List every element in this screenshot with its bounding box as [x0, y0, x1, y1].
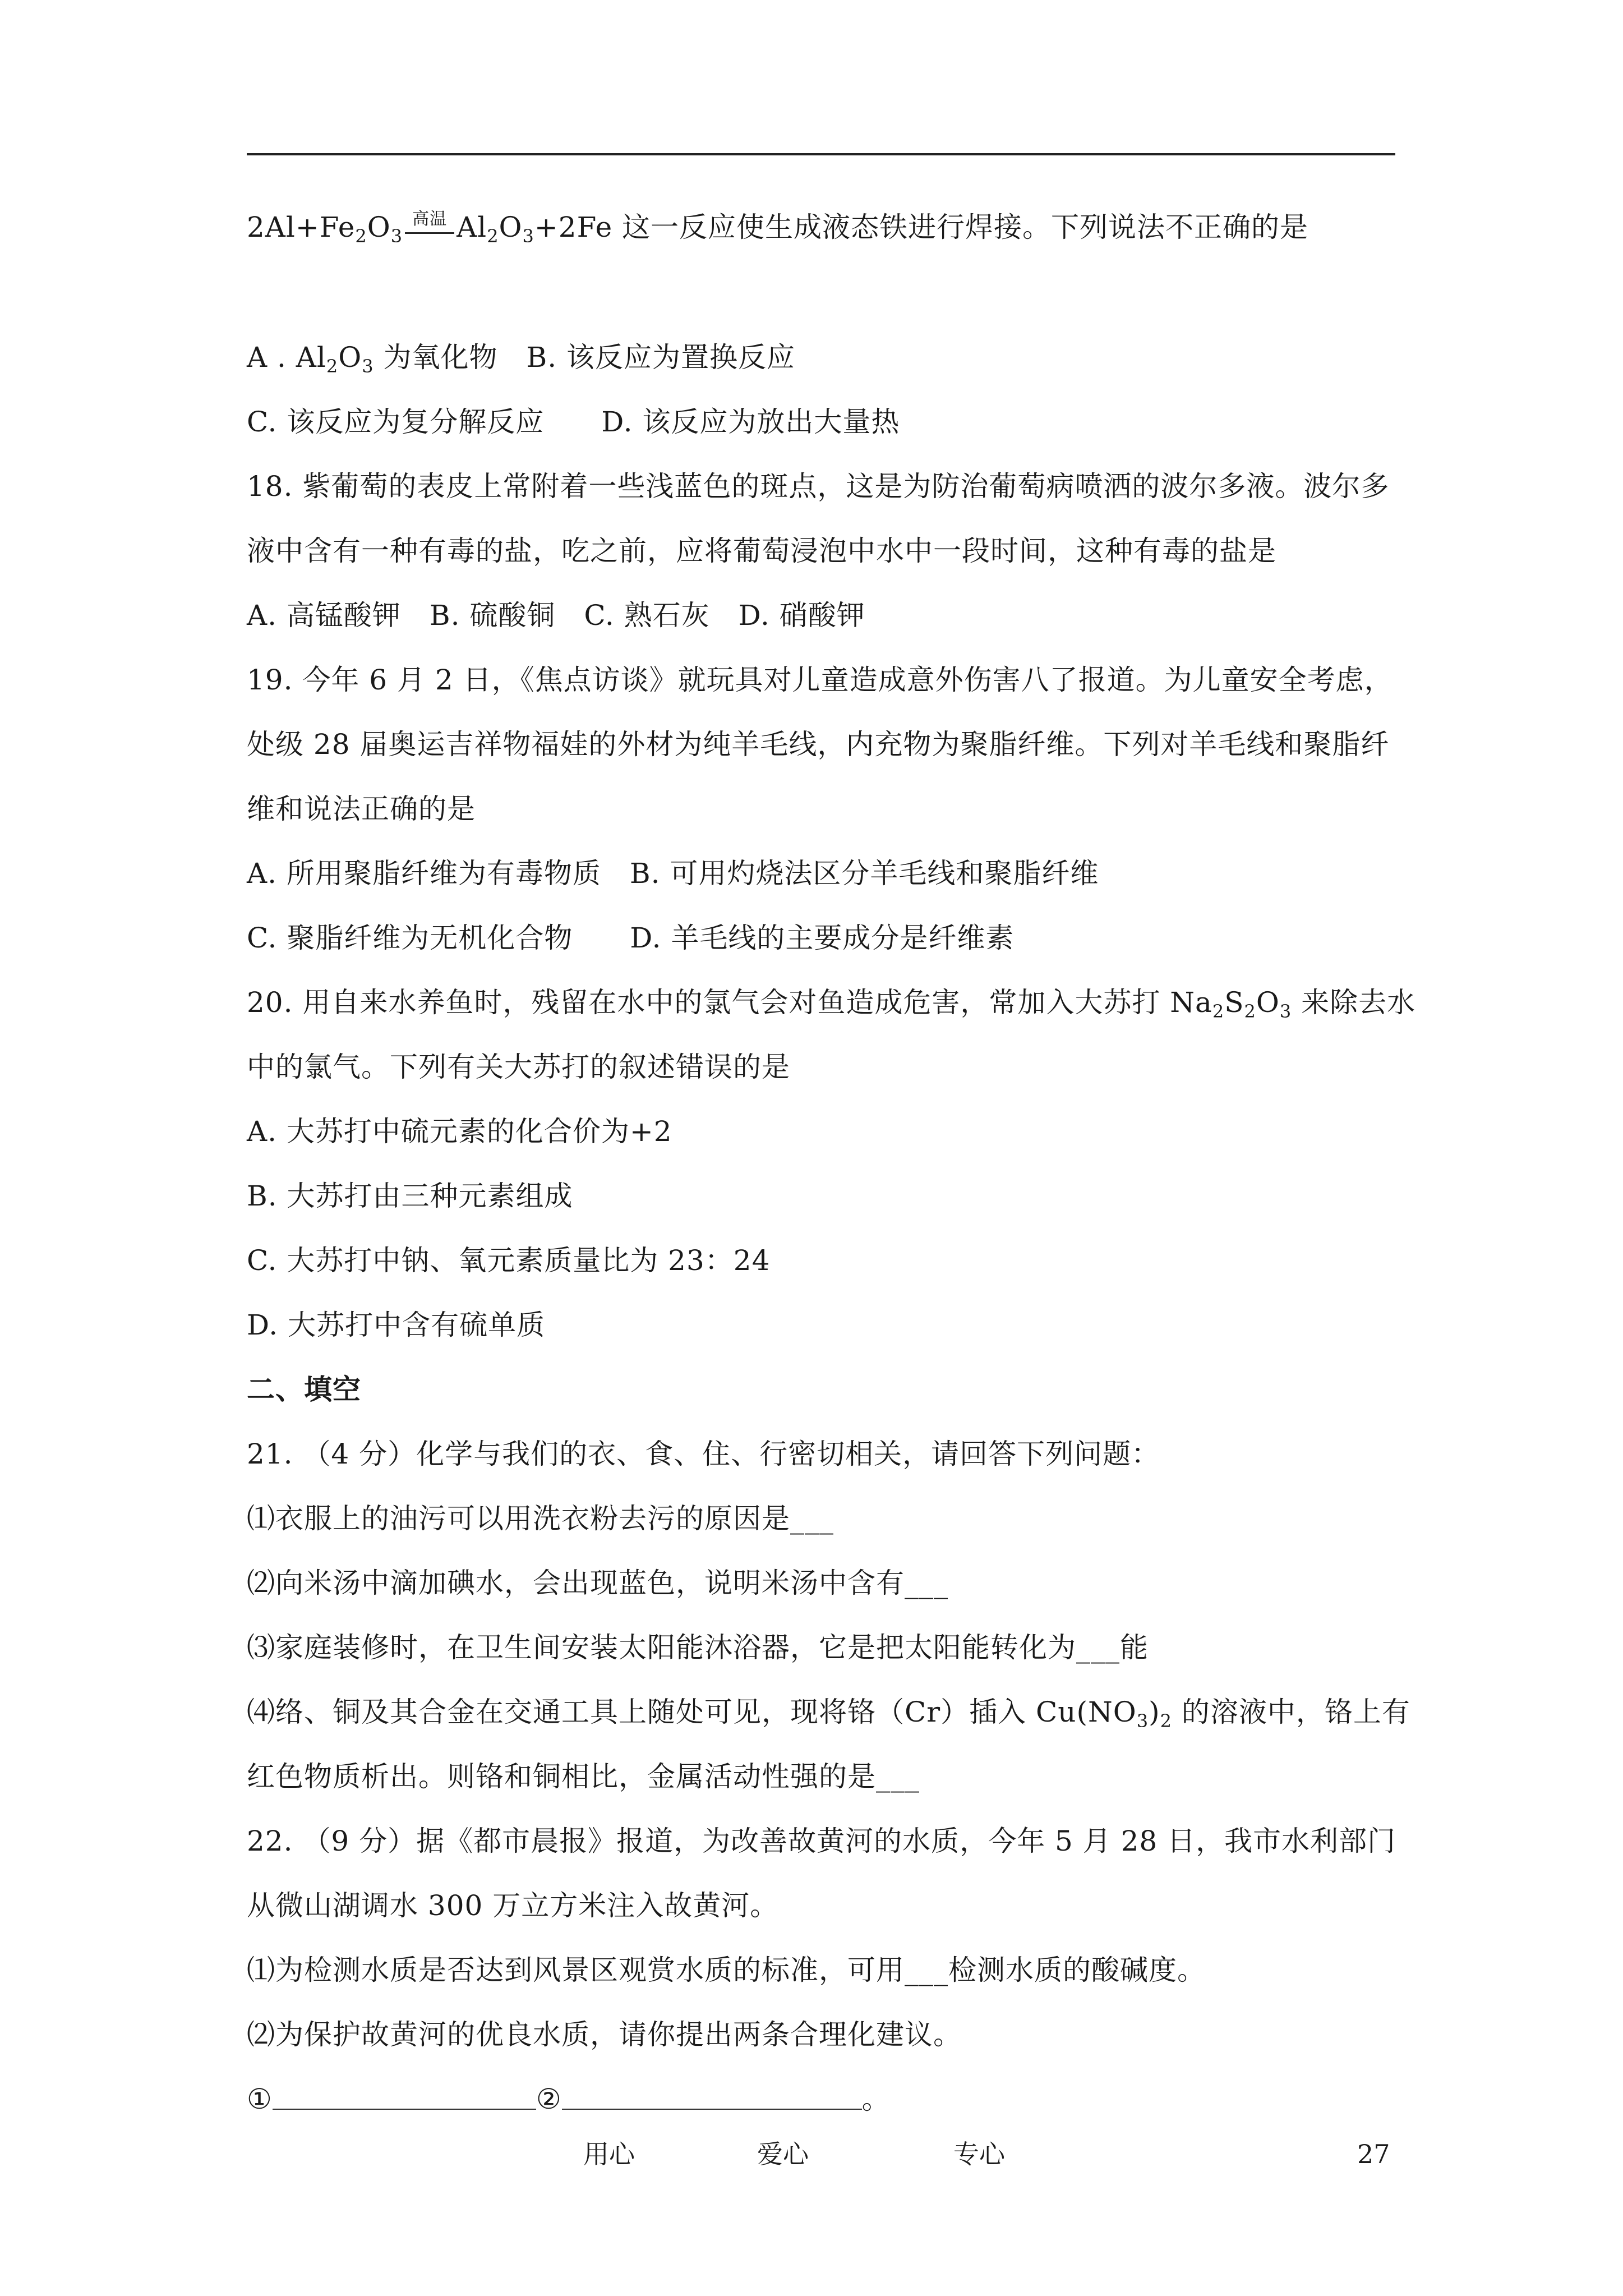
footer-text-2: 爱心 — [757, 2139, 809, 2169]
q17-options-cd: C. 该反应为复分解反应 D. 该反应为放出大量热 — [247, 406, 900, 438]
q19-line-3: 维和说法正确的是 — [247, 793, 476, 825]
text: 2Al+Fe — [247, 211, 356, 243]
q21-part-1: ⑴衣服上的油污可以用洗衣粉去污的原因是___ — [247, 1502, 834, 1535]
subscript: 3 — [362, 356, 374, 377]
text: O — [499, 211, 523, 243]
text: 为氧化物 B. 该反应为置换反应 — [374, 341, 796, 374]
subscript: 2 — [1244, 1001, 1256, 1022]
answer-blank-1[interactable] — [273, 2079, 536, 2110]
q20-line-1 — [247, 983, 1415, 1022]
q21-line-1: 21. （4 分）化学与我们的衣、食、住、行密切相关，请回答下列问题： — [247, 1438, 1160, 1470]
q17-options-ab — [247, 338, 795, 377]
q20-option-a: A. 大苏打中硫元素的化合价为+2 — [247, 1115, 672, 1148]
footer-text-1: 用心 — [583, 2139, 635, 2169]
q18-line-2: 液中含有一种有毒的盐，吃之前，应将葡萄浸泡中水中一段时间，这种有毒的盐是 — [247, 535, 1276, 567]
subscript: 3 — [522, 226, 534, 247]
q22-line-1: 22. （9 分）据《都市晨报》报道，为改善故黄河的水质，今年 5 月 28 日，我市水利部门 — [247, 1825, 1396, 1857]
q21-part-4 — [247, 1692, 1410, 1732]
reaction-bar — [405, 232, 454, 234]
q22-answer-blanks — [247, 2079, 891, 2119]
reaction-equation-line — [247, 208, 1308, 247]
header-rule — [247, 153, 1395, 155]
subscript: 3 — [1136, 1710, 1149, 1732]
q22-part-1: ⑴为检测水质是否达到风景区观赏水质的标准，可用___检测水质的酸碱度。 — [247, 1954, 1206, 1986]
text: 。 — [861, 2083, 891, 2115]
circled-two: ② — [536, 2083, 562, 2115]
subscript: 2 — [326, 356, 339, 377]
reaction-condition: 高温 — [412, 209, 448, 229]
text: O — [338, 341, 362, 374]
subscript: 2 — [1160, 1710, 1172, 1732]
section-heading: 二、填空 — [247, 1373, 361, 1406]
q21-part-4-line-2: 红色物质析出。则铬和铜相比，金属活动性强的是___ — [247, 1760, 920, 1793]
footer-text-3: 专心 — [953, 2139, 1005, 2169]
text: ⑷络、铜及其合金在交通工具上随处可见，现将铬（Cr）插入 Cu(NO — [247, 1696, 1137, 1728]
text: 20. 用自来水养鱼时，残留在水中的氯气会对鱼造成危害，常加入大苏打 Na — [247, 986, 1212, 1019]
q21-part-2: ⑵向米汤中滴加碘水，会出现蓝色，说明米汤中含有___ — [247, 1567, 948, 1599]
text: O — [367, 211, 391, 243]
q19-line-2: 处级 28 届奥运吉祥物福娃的外材为纯羊毛线，内充物为聚脂纤维。下列对羊毛线和聚脂纤 — [247, 728, 1390, 761]
q19-line-1: 19. 今年 6 月 2 日，《焦点访谈》就玩具对儿童造成意外伤害八了报道。为儿童安全考虑， — [247, 664, 1393, 696]
text: A . Al — [247, 341, 326, 374]
text: 的溶液中，铬上有 — [1172, 1696, 1410, 1728]
subscript: 3 — [1279, 1001, 1292, 1022]
q20-option-c: C. 大苏打中钠、氧元素质量比为 23：24 — [247, 1244, 771, 1277]
page-number: 27 — [1357, 2139, 1390, 2169]
text: Al — [457, 211, 487, 243]
text: O — [1256, 986, 1280, 1019]
text: ) — [1149, 1696, 1160, 1728]
q19-options-cd: C. 聚脂纤维为无机化合物 D. 羊毛线的主要成分是纤维素 — [247, 922, 1015, 954]
q22-line-2: 从微山湖调水 300 万立方米注入故黄河。 — [247, 1889, 779, 1922]
q20-option-b: B. 大苏打由三种元素组成 — [247, 1180, 573, 1212]
text: +2Fe 这一反应使生成液态铁进行焊接。下列说法不正确的是 — [534, 211, 1309, 243]
q21-part-3: ⑶家庭装修时，在卫生间安装太阳能沐浴器，它是把太阳能转化为___能 — [247, 1631, 1149, 1664]
q20-option-d: D. 大苏打中含有硫单质 — [247, 1309, 546, 1341]
q20-line-2: 中的氯气。下列有关大苏打的叙述错误的是 — [247, 1051, 790, 1083]
q19-options-ab: A. 所用聚脂纤维为有毒物质 B. 可用灼烧法区分羊毛线和聚脂纤维 — [247, 857, 1099, 890]
answer-blank-2[interactable] — [562, 2079, 862, 2110]
circled-one: ① — [247, 2083, 273, 2115]
subscript: 2 — [1212, 1001, 1225, 1022]
subscript: 2 — [355, 226, 367, 247]
q18-options: A. 高锰酸钾 B. 硫酸铜 C. 熟石灰 D. 硝酸钾 — [247, 599, 865, 632]
subscript: 2 — [487, 226, 499, 247]
reaction-arrow — [403, 208, 457, 247]
subscript: 3 — [390, 226, 403, 247]
q22-part-2: ⑵为保护故黄河的优良水质，请你提出两条合理化建议。 — [247, 2018, 962, 2051]
text: 来除去水 — [1292, 986, 1416, 1019]
text: S — [1224, 986, 1244, 1019]
q18-line-1: 18. 紫葡萄的表皮上常附着一些浅蓝色的斑点，这是为防治葡萄病喷洒的波尔多液。波尔多 — [247, 470, 1390, 503]
